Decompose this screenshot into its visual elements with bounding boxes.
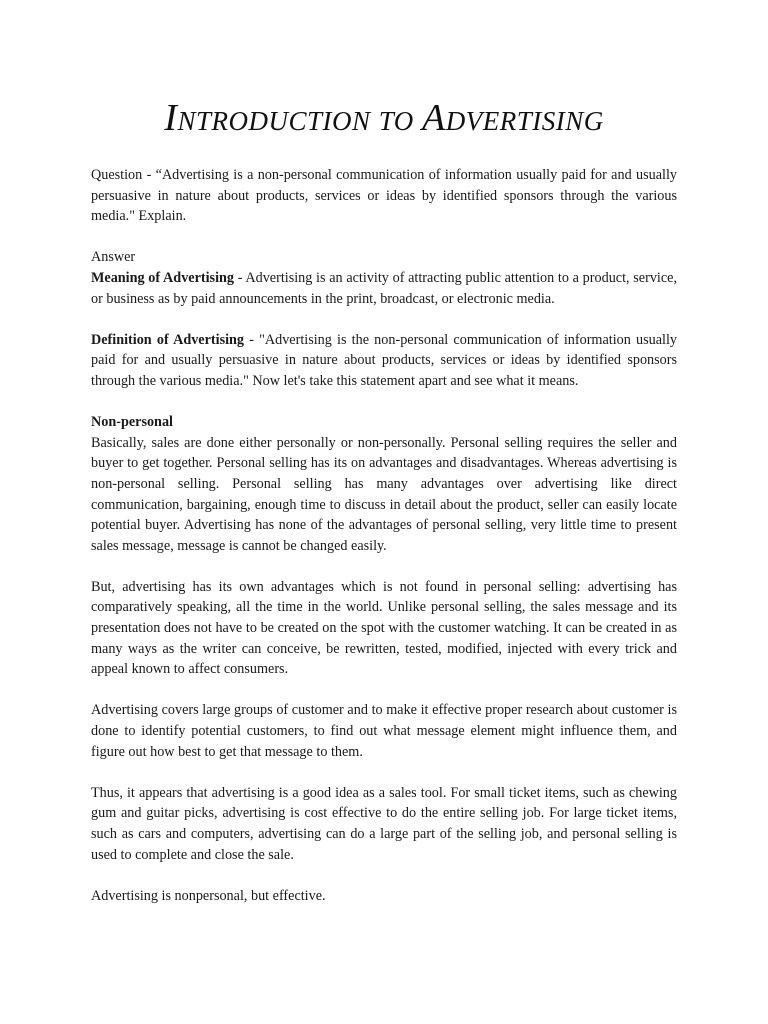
title-initial-i: I xyxy=(164,97,178,139)
nonpersonal-paragraph-3: Advertising covers large groups of customer and to make it effective proper research about customer is done to identify potential customers, to find out what message element might influence them, and figure out how best to get that message to them. xyxy=(91,702,677,760)
meaning-text: - Advertising is an activity of attracting public attention to a product, service, or business as by paid announcements in the print, broadcast, or electronic media. xyxy=(91,269,677,307)
nonpersonal-heading-text: Non-personal xyxy=(91,414,173,431)
nonpersonal-paragraph-4: Thus, it appears that advertising is a good idea as a sales tool. For small ticket items, such as chewing gum and guitar picks, advertising is cost effective to do the entire selling job. For large ticket items, such as cars and computers, advertising can do a large part of the selling job, and personal selling is used to complete and close the sale. xyxy=(91,784,677,863)
question-paragraph xyxy=(91,165,677,227)
nonpersonal-paragraph-1: Basically, sales are done either personally or non-personally. Personal selling requires the seller and buyer to get together. Personal selling has its on advantages and disadvantages. Whereas advertising is non-personal selling. Personal selling has many advantages over advertising like direct communication, bargaining, enough time to discuss in detail about the product, seller can easily locate potential buyer. Advertising has none of the advantages of personal selling, very little time to present sales message, message is cannot be changed easily. xyxy=(91,434,677,554)
meaning-paragraph xyxy=(91,268,677,309)
title-word-to: TO xyxy=(378,106,414,136)
nonpersonal-heading xyxy=(91,412,677,433)
document-body xyxy=(91,165,677,927)
definition-heading: Definition of Advertising xyxy=(91,331,245,348)
meaning-heading: Meaning of Advertising xyxy=(91,269,234,286)
nonpersonal-paragraph-2: But, advertising has its own advantages which is not found in personal selling: advertising has comparatively speaking, all the time in the world. Unlike personal selling, the sales message and its presentation does not have to be created on the spot with the customer watching. It can be created in as many ways as the writer can conceive, be rewritten, tested, modified, injected with every trick and appeal known to affect consumers. xyxy=(91,578,677,678)
title-word-advertising: DVERTISING xyxy=(445,106,604,136)
question-text: “Advertising is a non-personal communication of information usually paid for and usually persuasive in nature about products, services or ideas by identified sponsors through the various media." Explain. xyxy=(91,167,677,225)
document-title xyxy=(91,96,677,143)
title-word-introduction: NTRODUCTION xyxy=(177,106,371,136)
definition-text: - "Advertising is the non-personal communication of information usually paid for and usually persuasive in nature about products, services or ideas by identified sponsors through the various media." Now let's take this statement apart and see what it means. xyxy=(91,331,677,389)
answer-label: Answer xyxy=(91,249,136,266)
nonpersonal-paragraph-5: Advertising is nonpersonal, but effective. xyxy=(91,887,326,904)
definition-paragraph xyxy=(91,330,677,392)
title-initial-a: A xyxy=(422,97,446,139)
question-label: Question - xyxy=(91,167,156,183)
